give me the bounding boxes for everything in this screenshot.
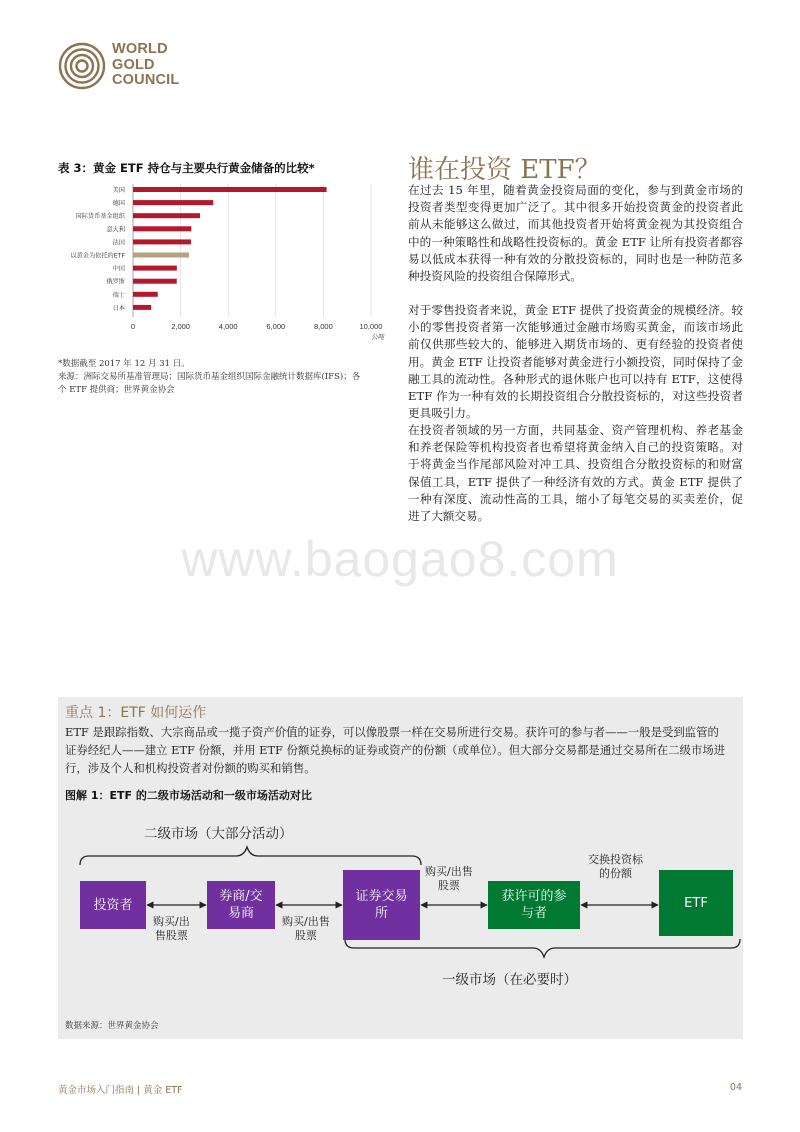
etf-node-label: ETF [684,895,708,911]
logo-rings-icon [58,42,106,90]
footer-topic: 黄金 ETF [143,1085,183,1096]
edge-4-line-2: 的份额 [599,867,632,880]
bar-chart-svg [58,178,388,356]
bar [133,305,151,310]
edge-label-ap-etf [588,853,643,881]
edge-label-investor-broker [153,915,190,943]
x-tick-label: 8,000 [314,322,333,331]
logo-line-1: WORLD [112,41,168,57]
edge-4-line-1: 交换投资标 [588,853,643,866]
primary-market-brace [345,939,740,957]
focus-text: ETF 是跟踪指数、大宗商品或一揽子资产价值的证券，可以像股票一样在交易所进行交易。获许可的参与者——一般是受到监管的证券经纪人——建立 ETF 份额，并用 ETF 份额兑换标的证券或资产的份额（或单位）。但大部分交易都是通过交易所在二级市场进行，涉及个人和机构投资者对份额的购买和销售。 [65,725,726,775]
edge-1-line-2: 售股票 [154,929,188,942]
x-tick-label: 4,000 [218,322,238,331]
figure-title: 图解 1：ETF 的二级市场活动和一级市场活动对比 [65,789,312,802]
page-number: 04 [729,1082,742,1093]
edge-label-broker-exchange [282,915,330,943]
diagram-source: 数据来源：世界黄金协会 [65,1021,159,1031]
paragraph-2: 对于零售投资者来说，黄金 ETF 提供了投资黄金的规模经济。较小的零售投资者第一次能够通过金融市场购买黄金，而该市场此前仅供那些较大的、能够进入期货市场的、更有经验的投资者使用。黄金 ETF 让投资者能够对黄金进行小额投资，同时保持了金融工具的流动性。各种形式的退休账户也可以持有 ETF，这使得 ETF 作为一种有效的长期投资组合分散投资标的，对这些投资者更具吸引力。 [408,303,743,421]
edge-1-line-1: 购买/出 [153,915,190,928]
watermark: www.baogao8.com [181,531,619,587]
footer-breadcrumb [58,1082,183,1096]
logo-line-3: COUNCIL [112,72,180,88]
chart-note-line-1: *数据截至 2017 年 12 月 31 日。 [58,359,190,369]
bar [133,213,200,218]
exchange-node-line-1: 证券交易 [355,889,408,904]
bar-chart [58,178,388,356]
ap-node-line-1: 获许可的参 [501,889,567,904]
secondary-market-brace [80,847,421,865]
investor-node [80,881,146,929]
category-label: 德国 [112,200,125,208]
ap-node-line-2: 与者 [520,906,547,921]
focus-box [58,697,743,1039]
chart-note [58,358,398,397]
category-label: 俄罗斯 [106,278,125,286]
category-label: 日本 [112,304,125,312]
paragraph-3: 在投资者领域的另一方面，共同基金、资产管理机构、养老基金和养老保险等机构投资者也希望将黄金纳入自己的投资策略。对于将黄金当作尾部风险对冲工具、投资组合分散投资标的和财富保值工具，ETF 提供了一种经济有效的方式。黄金 ETF 提供了一种有深度、流动性高的工具，缩小了每笔交易的买卖差价，促进了大额交易。 [408,423,743,524]
logo-line-2: GOLD [112,56,155,73]
chart-title: 表 3：黄金 ETF 持仓与主要央行黄金储备的比较* [58,161,315,175]
edge-3-line-1: 购买/出售 [425,865,473,878]
category-label: 法国 [112,239,125,247]
x-tick-label: 2,000 [171,322,190,331]
x-axis-unit-label: 公吨 [371,333,384,341]
bar [133,253,189,258]
secondary-market-label: 二级市场（大部分活动） [144,826,293,842]
bar [133,279,177,284]
exchange-node-line-2: 所 [374,906,388,921]
chart-note-line-3: 个 ETF 提供商；世界黄金协会 [58,385,175,395]
etf-market-diagram [58,807,743,1012]
category-label: 意大利 [106,226,125,234]
paragraph-1: 在过去 15 年里，随着黄金投资局面的变化，参与到黄金市场的投资者类型变得更加广泛了。其中很多开始投资黄金的投资者此前从未能够这么做过，而其他投资者开始将黄金视为其投资组合中的一种策略性和战略性投资标的。黄金 ETF 让所有投资者都容易以低成本获得一种有效的分散投资标的，同时也是一种防范多种投资风险的投资组合保障形式。 [408,183,743,284]
bar [133,200,213,205]
focus-title: 重点 1：ETF 如何运作 [65,705,207,721]
edge-2-line-2: 股票 [294,929,317,942]
bar [133,266,177,271]
bar [133,239,191,244]
broker-node-line-1: 券商/交 [219,889,263,904]
bar [133,292,158,297]
exchange-node [343,870,420,940]
category-label: 以黄金为依托的ETF [70,252,125,260]
broker-node-line-2: 易商 [227,906,254,921]
category-label: 美国 [112,187,125,194]
footer-separator: | [137,1085,141,1096]
category-label: 国际货币基金组织 [75,213,125,221]
category-label: 瑞士 [112,291,125,299]
etf-node [659,870,733,936]
primary-market-label: 一级市场（在必要时） [442,972,577,988]
x-tick-label: 10,000 [359,322,383,331]
edge-label-exchange-ap [425,865,473,893]
bar [133,226,191,231]
section-heading: 谁在投资 ETF？ [408,155,601,185]
footer-guide: 黄金市场入门指南 [58,1085,135,1096]
logo-wordmark [112,42,179,89]
world-gold-council-logo [58,42,198,92]
x-tick-label: 6,000 [266,322,286,331]
x-tick-label: 0 [130,322,136,331]
bar [133,187,327,192]
edge-2-line-1: 购买/出售 [282,915,330,928]
chart-note-line-2: 来源：洲际交易所基准管理局；国际货币基金组织国际金融统计数据库(IFS)；各 [58,372,361,382]
category-label: 中国 [112,265,125,273]
authorized-participant-node [488,881,580,929]
broker-node [207,881,275,929]
edge-3-line-2: 股票 [437,879,460,892]
investor-node-label: 投资者 [93,897,133,913]
